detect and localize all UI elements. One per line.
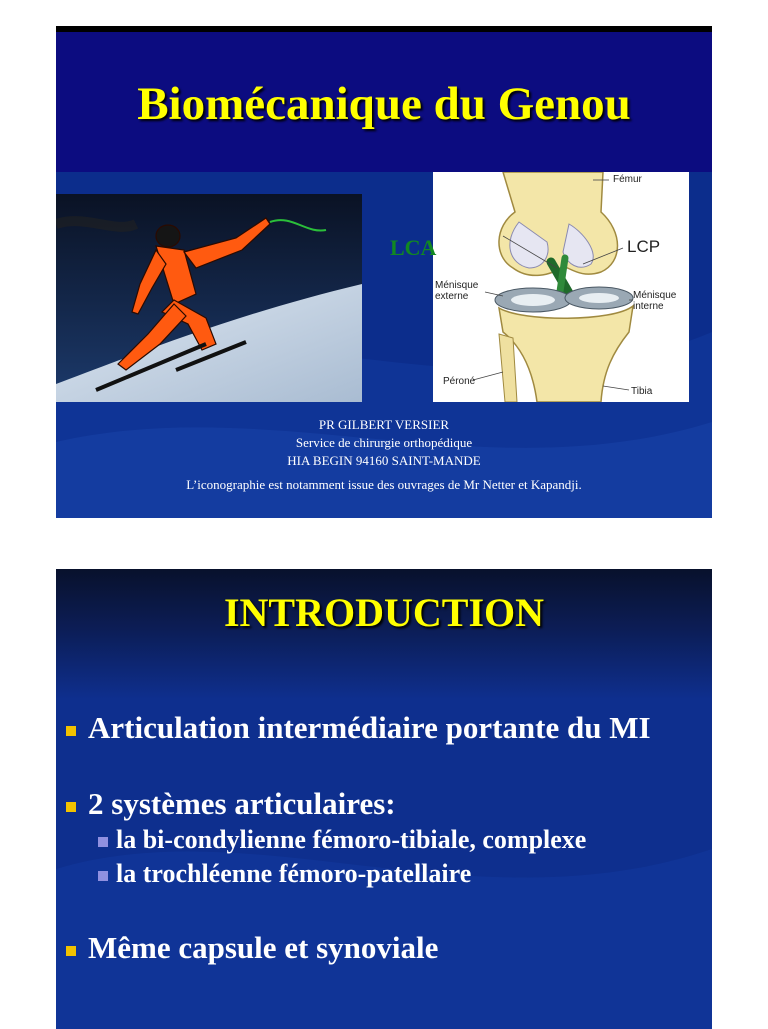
bullet-list xyxy=(64,711,704,965)
sub-bullet-text: la bi-condylienne fémoro-tibiale, complexe xyxy=(116,825,587,854)
bullet-square-icon xyxy=(66,726,76,736)
label-menisque-externe: Ménisque externe xyxy=(435,280,479,302)
bullet-item xyxy=(64,787,704,821)
label-femur: Fémur xyxy=(613,174,642,185)
sub-bullet-item xyxy=(64,859,704,889)
author-name: PR GILBERT VERSIER xyxy=(318,417,450,432)
label-tibia: Tibia xyxy=(631,386,653,397)
service-name: Service de chirurgie orthopédique xyxy=(295,435,473,450)
label-lcp: LCP xyxy=(627,237,661,256)
bullet-item xyxy=(64,711,704,745)
bullet-item-partial xyxy=(64,931,704,965)
sub-bullet-text: la trochléenne fémoro-patellaire xyxy=(116,859,472,888)
slide-title: INTRODUCTION xyxy=(223,590,545,635)
bullet-square-icon xyxy=(66,802,76,812)
bullet-text: Articulation intermédiaire portante du MI xyxy=(88,710,651,745)
knee-anatomy-diagram xyxy=(433,172,689,402)
label-perone: Péroné xyxy=(443,376,476,387)
title-slide xyxy=(56,26,712,518)
bullet-text: 2 systèmes articulaires: xyxy=(88,786,396,821)
label-menisque-interne: Ménisque interne xyxy=(633,290,677,312)
hospital-name: HIA BEGIN 94160 SAINT-MANDE xyxy=(287,453,481,468)
iconography-note: L’iconographie est notamment issue des ouvrages de Mr Netter et Kapandji. xyxy=(186,477,582,492)
sub-bullet-square-icon xyxy=(98,837,108,847)
bullet-text: Même capsule et synoviale xyxy=(88,930,439,965)
sub-bullet-square-icon xyxy=(98,871,108,881)
lca-label: LCA xyxy=(390,235,437,260)
slide-title: Biomécanique du Genou xyxy=(137,78,631,130)
credits xyxy=(56,416,712,494)
introduction-slide xyxy=(56,569,712,1029)
skier-photo xyxy=(56,194,362,402)
sub-bullet-item xyxy=(64,825,704,855)
bullet-square-icon xyxy=(66,946,76,956)
